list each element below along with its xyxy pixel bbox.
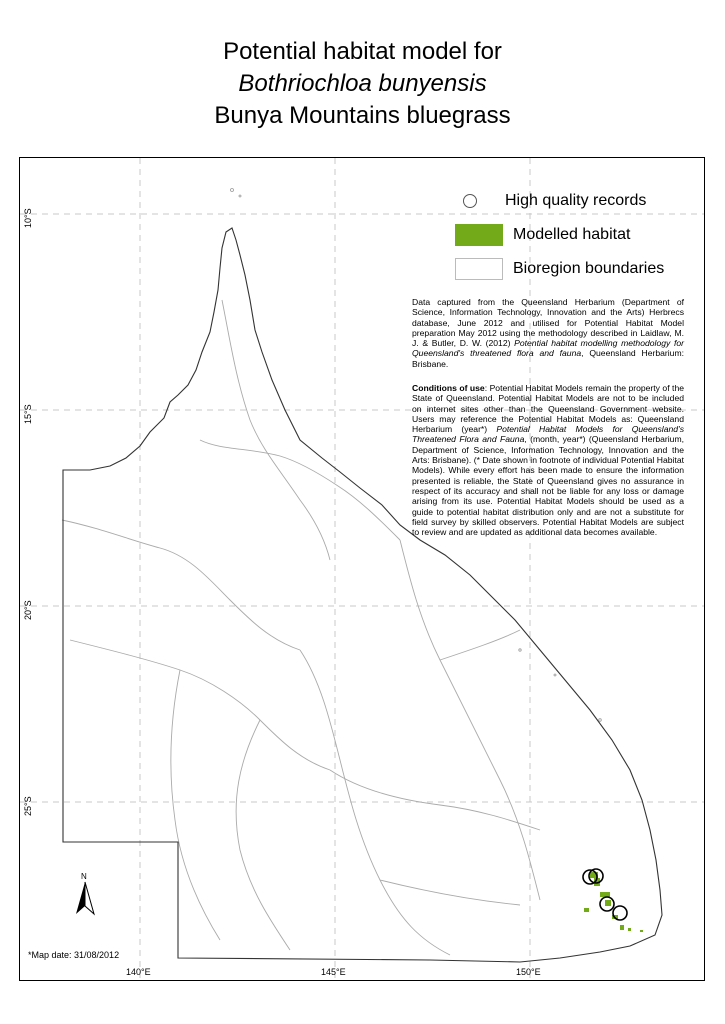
lat-label-25: 25°S bbox=[23, 796, 33, 816]
map-date: *Map date: 31/08/2012 bbox=[28, 950, 120, 960]
lat-label-10: 10°S bbox=[23, 208, 33, 228]
legend-bioregions bbox=[455, 257, 664, 281]
conditions-body-b: , (month, year*) (Queensland Herbarium, Department of Science, Information Technology, Innovation and the Arts: Brisbane). (* Date shown in footnote of individual Potential Habitat Models). While every effort has been made to ensure the information presented is reliable, the State of Queensland gives no assurance in respect of its accuracy and shall not be liable for any loss or damage arising from its use. Potential Habitat Models should be used as a guide to potential habitat distribution only and are not a substitute for field survey by skilled observers. Potential Habitat Models are subject to review and are updated as additional data becomes available. bbox=[412, 434, 684, 538]
bioregion-swatch-icon bbox=[455, 258, 503, 280]
record-circle-icon bbox=[463, 194, 477, 208]
graticule bbox=[20, 158, 704, 980]
conditions-italic: Potential Habitat Models for Queensland's Threatened Flora and Fauna bbox=[412, 424, 684, 445]
legend-habitat-label: Modelled habitat bbox=[513, 226, 631, 243]
lon-label-150: 150°E bbox=[516, 967, 541, 977]
north-label: N bbox=[81, 872, 87, 881]
legend-bioregions-label: Bioregion boundaries bbox=[513, 260, 665, 277]
lat-label-15: 15°S bbox=[23, 404, 33, 424]
title-line-1: Potential habitat model for bbox=[223, 38, 502, 65]
data-source-text bbox=[412, 297, 684, 369]
legend-records-label: High quality records bbox=[505, 192, 647, 209]
legend-habitat bbox=[455, 223, 630, 247]
lat-label-20: 20°S bbox=[23, 600, 33, 620]
lon-label-145: 145°E bbox=[321, 967, 346, 977]
lon-label-140: 140°E bbox=[126, 967, 151, 977]
data-source-italic: Potential habitat modelling methodology for Queensland's threatened flora and fauna bbox=[412, 338, 684, 359]
legend-records bbox=[455, 189, 646, 213]
data-source-body: Data captured from the Queensland Herbarium (Department of Science, Information Technology, Innovation and the Arts) Herbrecs database, June 2012 and utilised for Potential Habitat Model preparation May 2012 using the methodology described in Laidlaw, M. J. & Butler, D. W. (2012) bbox=[412, 297, 684, 349]
title-species: Bothriochloa bunyensis bbox=[238, 70, 487, 97]
habitat-swatch-icon bbox=[455, 224, 503, 246]
conditions-heading: Conditions of use bbox=[412, 383, 485, 393]
north-arrow-icon bbox=[74, 874, 96, 918]
title-common-name: Bunya Mountains bluegrass bbox=[214, 102, 511, 129]
data-source-end: , Queensland Herbarium: Brisbane. bbox=[412, 348, 684, 369]
conditions-body-a: : Potential Habitat Models remain the property of the State of Queensland. Potential Habitat Models are not to be included on internet sites other than the Queensland Government website. Users may reference the Potential Habitat Models as: Queensland Herbarium (year*) bbox=[412, 383, 684, 435]
conditions-of-use-text bbox=[412, 383, 684, 537]
